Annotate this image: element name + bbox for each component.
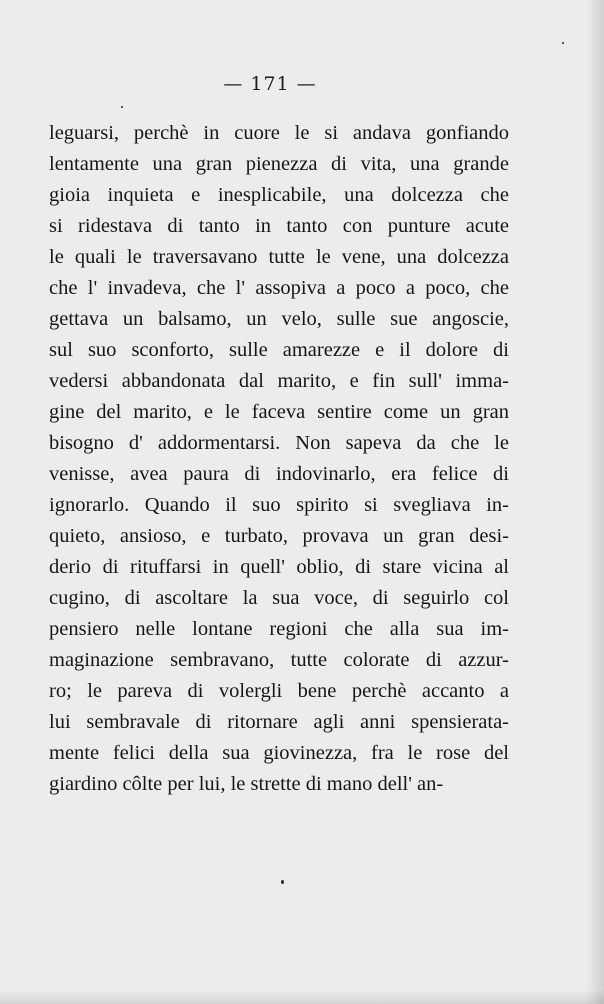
text-line: che l' invadeva, che l' assopiva a poco a poco, che [49,277,509,299]
scan-speck [281,880,284,884]
scan-speck [121,106,123,108]
page-number: — 171 — [223,73,317,95]
text-line: ignorarlo. Quando il suo spirito si svegliava in- [49,494,509,516]
text-line: gine del marito, e le faceva sentire come un gran [49,401,509,423]
text-line: lui sembravale di ritornare agli anni spensierata- [49,711,509,733]
text-line: giardino côlte per lui, le strette di mano dell' an- [49,773,444,795]
text-line: vedersi abbandonata dal marito, e fin sull' imma- [49,370,509,392]
text-line: leguarsi, perchè in cuore le si andava gonfiando [49,122,509,144]
text-line: si ridestava di tanto in tanto con punture acute [49,215,509,237]
text-line: lentamente una gran pienezza di vita, una grande [49,153,509,175]
text-line: quieto, ansioso, e turbato, provava un gran desi- [49,525,509,547]
text-line: gioia inquieta e inesplicabile, una dolcezza che [49,184,509,206]
text-line: mente felici della sua giovinezza, fra le rose del [49,742,509,764]
text-line: sul suo sconforto, sulle amarezze e il dolore di [49,339,509,361]
scan-speck [562,42,564,44]
body-text [49,118,509,800]
text-line: gettava un balsamo, un velo, sulle sue angoscie, [49,308,509,330]
text-line: maginazione sembravano, tutte colorate di azzur- [49,649,509,671]
text-line: bisogno d' addormentarsi. Non sapeva da che le [49,432,509,454]
text-line: derio di rituffarsi in quell' oblio, di stare vicina al [49,556,509,578]
text-line: ro; le pareva di volergli bene perchè accanto a [49,680,509,702]
text-line: le quali le traversavano tutte le vene, una dolcezza [49,246,509,268]
text-line: pensiero nelle lontane regioni che alla sua im- [49,618,509,640]
page-edge-shadow-bottom [0,990,604,1004]
text-line: venisse, avea paura di indovinarlo, era felice di [49,463,509,485]
text-line: cugino, di ascoltare la sua voce, di seguirlo col [49,587,509,609]
page-edge-shadow-right [586,0,604,1004]
